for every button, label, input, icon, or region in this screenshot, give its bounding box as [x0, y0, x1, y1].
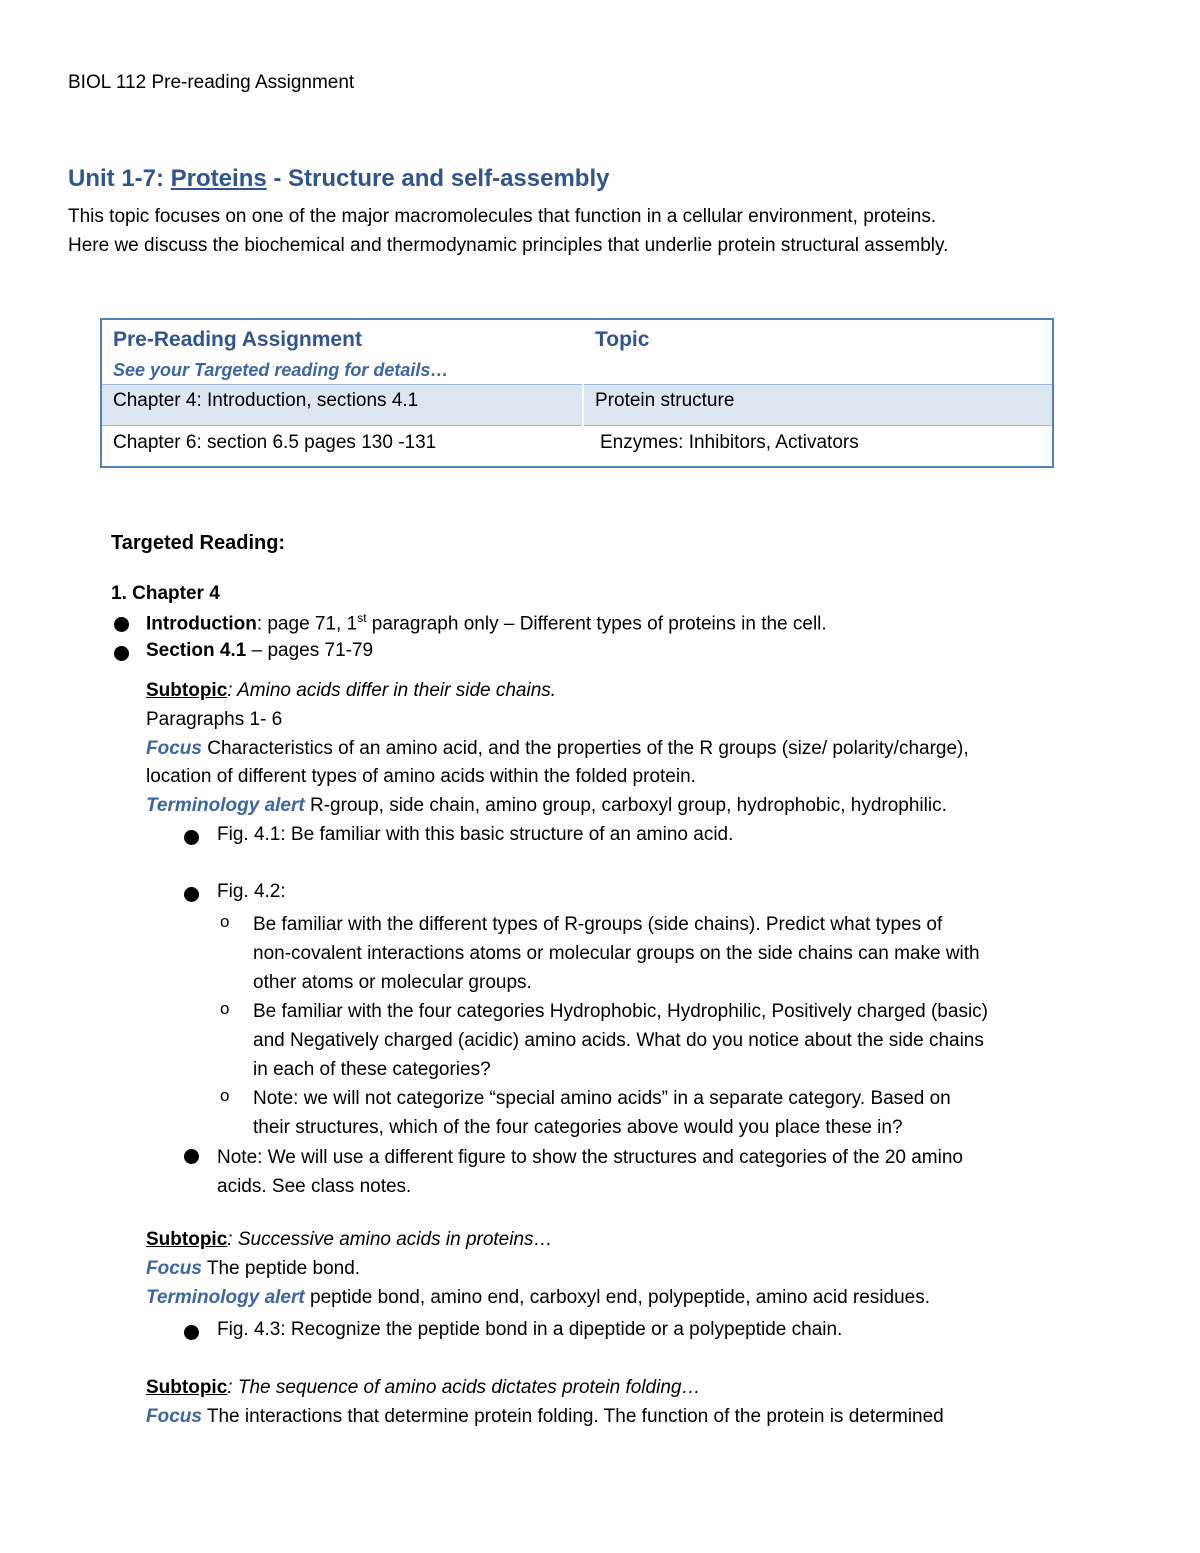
- focus-line-cont: location of different types of amino acids within the folded protein.: [146, 766, 696, 787]
- sub-list-item: [253, 1084, 951, 1142]
- note-line: Note: We will use a different figure to show the structures and categories of the 20 amino: [217, 1147, 963, 1168]
- focus-line: [146, 738, 969, 760]
- sub-item-line: Be familiar with the different types of R-groups (side chains). Predict what types of: [253, 914, 943, 935]
- subtopic-label: Subtopic: [146, 1229, 228, 1250]
- terminology-line: [146, 795, 947, 817]
- bullet-icon: [184, 1149, 199, 1164]
- bullet-icon: [114, 646, 129, 661]
- table-subheader: See your Targeted reading for details…: [113, 360, 449, 380]
- focus-line: [146, 1406, 944, 1428]
- table-divider: [102, 384, 1052, 385]
- fig-4-2-item: Fig. 4.2:: [217, 881, 286, 902]
- subtopic-colon: :: [227, 1377, 233, 1398]
- table-cell-assignment: Chapter 6: section 6.5 pages 130 -131: [113, 432, 437, 453]
- sub-item-line: in each of these categories?: [253, 1059, 491, 1080]
- terminology-text: peptide bond, amino end, carboxyl end, polypeptide, amino acid residues.: [304, 1287, 931, 1308]
- introduction-text-b: paragraph only – Different types of proteins in the cell.: [366, 613, 827, 635]
- introduction-label: Introduction: [146, 613, 257, 635]
- subtopic-label: Subtopic: [146, 680, 228, 701]
- sub-item-line: other atoms or molecular groups.: [253, 972, 532, 993]
- terminology-line: [146, 1287, 930, 1309]
- title-topic: Proteins: [170, 165, 267, 192]
- focus-text: Characteristics of an amino acid, and the properties of the R groups (size/ polarity/charge),: [201, 738, 969, 759]
- focus-text: The interactions that determine protein folding. The function of the protein is determined: [201, 1406, 944, 1427]
- subtopic-text: Amino acids differ in their side chains.: [232, 680, 557, 701]
- fig-4-3-item: Fig. 4.3: Recognize the peptide bond in a dipeptide or a polypeptide chain.: [217, 1319, 843, 1340]
- paragraphs-line: Paragraphs 1- 6: [146, 709, 283, 730]
- note-line: acids. See class notes.: [217, 1176, 412, 1197]
- sub-list-item: [253, 997, 988, 1084]
- subtopic-line: [146, 680, 556, 702]
- page-title: [68, 165, 609, 193]
- bullet-icon: [114, 617, 129, 632]
- subtopic-line: [146, 1229, 553, 1251]
- circle-bullet-icon: o: [220, 912, 230, 931]
- sub-item-line: Be familiar with the four categories Hydrophobic, Hydrophilic, Positively charged (basic): [253, 1001, 988, 1022]
- targeted-reading-heading: Targeted Reading:: [111, 532, 286, 554]
- note-item: [217, 1143, 963, 1201]
- sub-item-line: Note: we will not categorize “special amino acids” in a separate category. Based on: [253, 1088, 951, 1109]
- sub-list-item: [253, 910, 980, 997]
- intro-paragraph: [68, 202, 948, 260]
- subtopic-line: [146, 1377, 700, 1399]
- table-cell-topic: Protein structure: [595, 390, 735, 411]
- bullet-icon: [184, 887, 199, 902]
- table-divider: [102, 425, 1052, 426]
- sub-item-line: and Negatively charged (acidic) amino acids. What do you notice about the side chains: [253, 1030, 984, 1051]
- focus-label: Focus: [146, 738, 202, 759]
- list-item-section: [146, 640, 373, 662]
- focus-text: The peptide bond.: [201, 1258, 361, 1279]
- title-rest: - Structure and self-assembly: [266, 165, 610, 192]
- subtopic-label: Subtopic: [146, 1377, 228, 1398]
- document-header: BIOL 112 Pre-reading Assignment: [68, 72, 355, 93]
- sub-item-line: non-covalent interactions atoms or molecular groups on the side chains can make with: [253, 943, 980, 964]
- table-cell-assignment: Chapter 4: Introduction, sections 4.1: [113, 390, 419, 411]
- focus-label: Focus: [146, 1258, 202, 1279]
- title-unit: Unit 1-7:: [68, 165, 171, 192]
- terminology-label: Terminology alert: [146, 795, 305, 816]
- sub-item-line: their structures, which of the four categories above would you place these in?: [253, 1117, 903, 1138]
- list-item-introduction: [146, 611, 827, 635]
- table-header-topic: Topic: [595, 328, 650, 351]
- section-text: – pages 71-79: [246, 640, 374, 661]
- focus-line: [146, 1258, 360, 1280]
- terminology-text: R-group, side chain, amino group, carboxyl group, hydrophobic, hydrophilic.: [304, 795, 947, 816]
- superscript: st: [357, 611, 367, 625]
- introduction-text: : page 71, 1: [256, 613, 358, 635]
- bullet-icon: [184, 830, 199, 845]
- intro-line: This topic focuses on one of the major macromolecules that function in a cellular environment, proteins.: [68, 206, 937, 227]
- chapter-heading: 1. Chapter 4: [111, 583, 220, 604]
- section-label: Section 4.1: [146, 640, 247, 661]
- terminology-label: Terminology alert: [146, 1287, 305, 1308]
- table-cell-topic: Enzymes: Inhibitors, Activators: [600, 432, 859, 453]
- subtopic-colon: :: [227, 680, 233, 701]
- table-header-assignment: Pre-Reading Assignment: [113, 328, 362, 351]
- assignment-table: [100, 318, 1054, 468]
- circle-bullet-icon: o: [220, 1086, 230, 1105]
- subtopic-text: Successive amino acids in proteins…: [232, 1229, 553, 1250]
- focus-label: Focus: [146, 1406, 202, 1427]
- circle-bullet-icon: o: [220, 999, 230, 1018]
- subtopic-colon: :: [227, 1229, 233, 1250]
- bullet-icon: [184, 1325, 199, 1340]
- table-column-divider: [582, 320, 584, 466]
- intro-line: Here we discuss the biochemical and thermodynamic principles that underlie protein structural assembly.: [68, 235, 949, 256]
- fig-4-1-item: Fig. 4.1: Be familiar with this basic structure of an amino acid.: [217, 824, 734, 845]
- subtopic-text: The sequence of amino acids dictates protein folding…: [232, 1377, 701, 1398]
